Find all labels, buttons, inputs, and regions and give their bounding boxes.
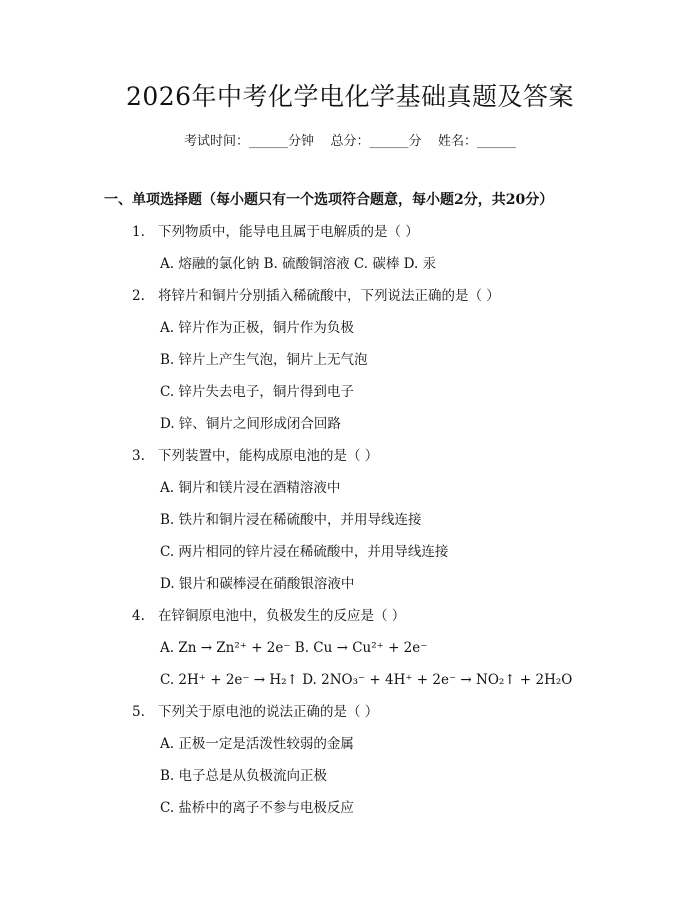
option-a: A. 正极一定是活泼性较弱的金属	[160, 736, 354, 752]
option-a: A. 铜片和镁片浸在酒精溶液中	[160, 480, 341, 496]
question-text: 下列物质中，能导电且属于电解质的是（ ）	[158, 224, 419, 240]
question-text: 在锌铜原电池中，负极发生的反应是（ ）	[158, 608, 406, 624]
exam-info: 考试时间：______分钟 总分：______分 姓名：______	[183, 134, 517, 149]
option-c: C. 盐桥中的离子不参与电极反应	[160, 800, 354, 816]
option-line: A. 熔融的氯化钠 B. 硫酸铜溶液 C. 碳棒 D. 汞	[160, 256, 437, 272]
question-number: 1.	[132, 224, 145, 240]
question-number: 2.	[132, 288, 145, 304]
option-b: B. 铁片和铜片浸在稀硫酸中，并用导线连接	[160, 512, 422, 528]
question-number: 4.	[132, 608, 145, 624]
question-text: 下列装置中，能构成原电池的是（ ）	[158, 448, 379, 464]
option-c: C. 锌片失去电子，铜片得到电子	[160, 384, 354, 400]
question-number: 3.	[132, 448, 145, 464]
option-a: A. 锌片作为正极，铜片作为负极	[160, 320, 354, 336]
option-d: D. 锌、铜片之间形成闭合回路	[160, 416, 341, 432]
option-c: C. 两片相同的锌片浸在稀硫酸中，并用导线连接	[160, 544, 449, 560]
option-d: D. 银片和碳棒浸在硝酸银溶液中	[160, 576, 355, 592]
option-line-cd: C. 2H⁺ + 2e⁻ → H₂↑ D. 2NO₃⁻ + 4H⁺ + 2e⁻ → NO₂↑ + 2H₂O	[160, 672, 573, 688]
question-text: 下列关于原电池的说法正确的是（ ）	[158, 704, 379, 720]
option-line-ab: A. Zn → Zn²⁺ + 2e⁻ B. Cu → Cu²⁺ + 2e⁻	[160, 640, 428, 656]
question-number: 5.	[132, 704, 145, 720]
option-b: B. 锌片上产生气泡，铜片上无气泡	[160, 352, 368, 368]
page-title: 2026年中考化学电化学基础真题及答案	[125, 82, 575, 111]
question-text: 将锌片和铜片分别插入稀硫酸中，下列说法正确的是（ ）	[158, 288, 500, 304]
section-heading: 一、单项选择题（每小题只有一个选项符合题意，每小题2分，共20分）	[104, 192, 554, 208]
option-b: B. 电子总是从负极流向正极	[160, 768, 328, 784]
